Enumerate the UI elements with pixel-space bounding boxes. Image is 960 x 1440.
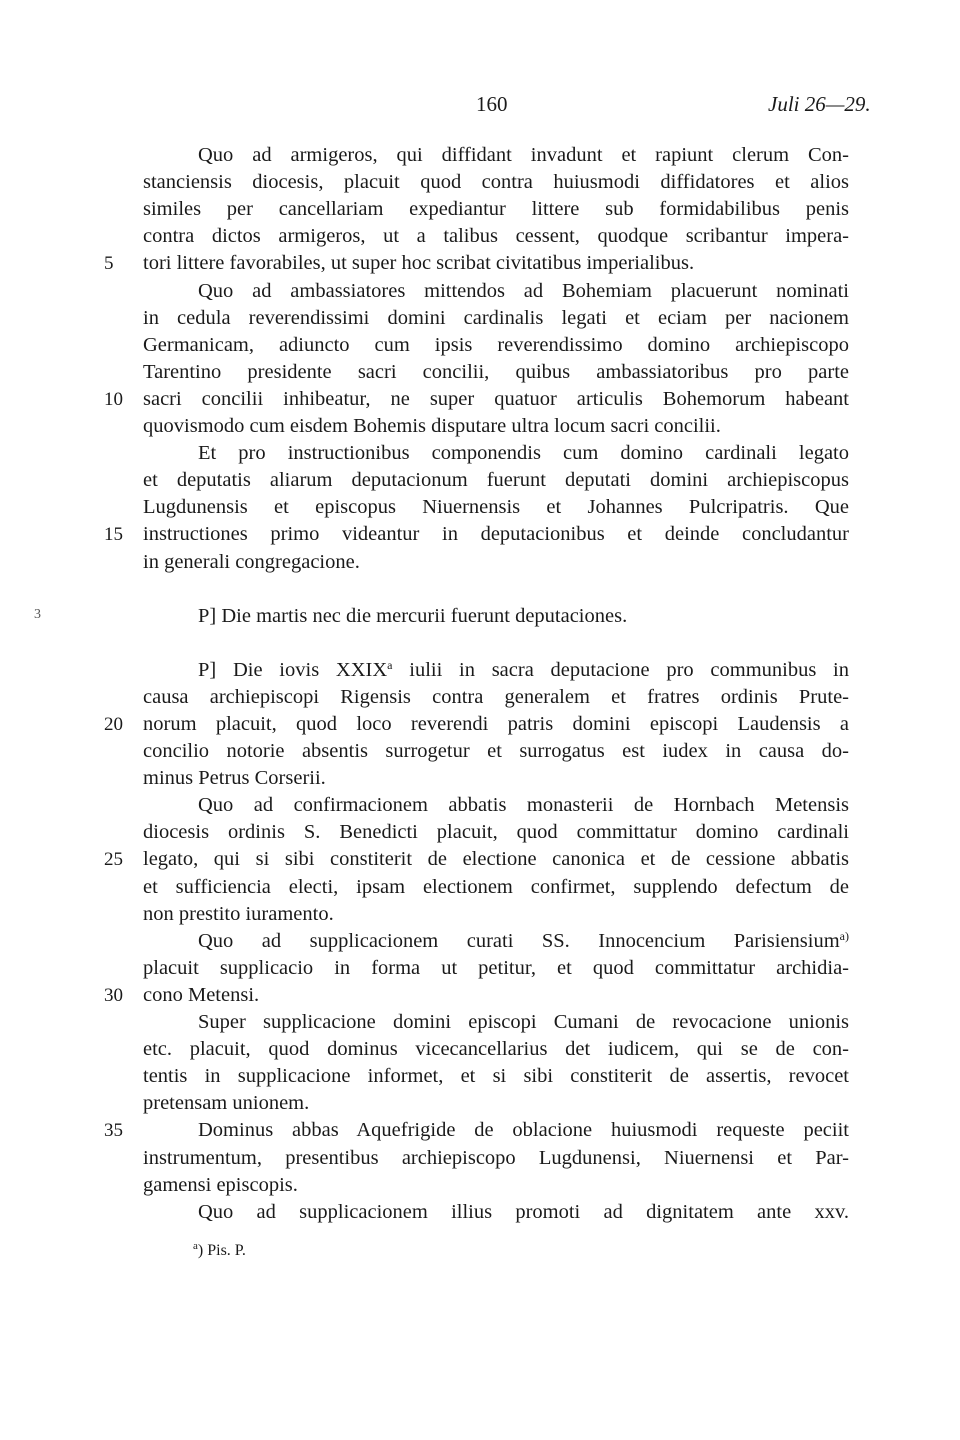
text-line bbox=[198, 440, 849, 467]
line-number: 10 bbox=[104, 388, 123, 410]
text-line bbox=[143, 332, 849, 359]
line-text: instructiones primo videantur in deputacionibus et deinde concludantur bbox=[143, 523, 849, 546]
line-text: gamensi episcopis. bbox=[143, 1173, 298, 1196]
text-line bbox=[198, 1117, 849, 1144]
line-text: Quo ad supplicacionem curati SS. Innocencium Parisiensium bbox=[198, 929, 840, 952]
text-line bbox=[143, 874, 849, 901]
line-text: Lugdunensis et episcopus Niuernensis et Johannes Pulcripatris. Que bbox=[143, 496, 849, 519]
line-text: sacri concilii inhibeatur, ne super quatuor articulis Bohemorum habeant bbox=[143, 387, 849, 410]
line-text: pretensam unionem. bbox=[143, 1092, 310, 1115]
text-line bbox=[143, 305, 849, 332]
text-line bbox=[143, 1145, 849, 1172]
footnote bbox=[193, 1240, 246, 1260]
line-text: et sufficiencia electi, ipsam electionem confirmet, supplendo defectum de bbox=[143, 875, 849, 898]
line-text: concilio notorie absentis surrogetur et surrogatus est iudex in causa do- bbox=[143, 740, 849, 762]
text-line bbox=[143, 684, 849, 711]
line-number: 35 bbox=[104, 1120, 123, 1142]
line-text: similes per cancellariam expediantur littere sub formidabilibus penis bbox=[143, 198, 849, 221]
superscript-mark: a bbox=[387, 657, 393, 672]
text-line bbox=[143, 386, 849, 413]
text-line bbox=[198, 278, 849, 305]
text-line bbox=[198, 603, 849, 630]
text-line bbox=[143, 467, 849, 494]
text-line bbox=[143, 521, 849, 548]
text-line bbox=[143, 846, 849, 873]
line-text: Super supplicacione domini episcopi Cumani de revocacione unionis bbox=[198, 1011, 849, 1033]
line-text: etc. placuit, quod dominus vicecancellarius det iudicem, qui se de con- bbox=[143, 1038, 849, 1061]
line-number: 25 bbox=[104, 849, 123, 871]
text-line bbox=[143, 359, 849, 386]
line-text: legato, qui si sibi constiterit de electione canonica et de cessione abbatis bbox=[143, 848, 849, 871]
text-line bbox=[198, 928, 849, 955]
line-text: norum placuit, quod loco reverendi patris domini episcopi Laudensis a bbox=[143, 712, 849, 735]
text-line bbox=[143, 250, 849, 277]
text-line bbox=[143, 223, 849, 250]
line-text: Dominus abbas Aquefrigide de oblacione huiusmodi requeste peciit bbox=[198, 1119, 849, 1142]
line-text: tentis in supplicacione informet, et si sibi constiterit de assertis, revocet bbox=[143, 1065, 849, 1088]
superscript-mark: a) bbox=[839, 928, 849, 943]
margin-mark: 3 bbox=[34, 607, 41, 622]
line-text-continued: iulii in sacra deputacione pro communibus in bbox=[392, 658, 849, 681]
line-text: quovismodo cum eisdem Bohemis disputare ultra locum sacri concilii. bbox=[143, 415, 721, 437]
text-line bbox=[198, 657, 849, 684]
text-line bbox=[143, 738, 849, 765]
text-line bbox=[143, 494, 849, 521]
running-head: Juli 26—29. bbox=[768, 92, 871, 116]
line-number: 20 bbox=[104, 713, 123, 735]
text-line bbox=[143, 1036, 849, 1063]
text-line bbox=[143, 982, 849, 1009]
page-header bbox=[0, 92, 960, 122]
text-line bbox=[143, 711, 849, 738]
line-text: P] Die martis nec die mercurii fuerunt deputaciones. bbox=[198, 604, 628, 627]
text-line bbox=[143, 1063, 849, 1090]
text-line bbox=[143, 413, 849, 440]
line-text: Tarentino presidente sacri concilii, quibus ambassiatoribus pro parte bbox=[143, 360, 849, 383]
text-line bbox=[143, 196, 849, 223]
text-line bbox=[143, 955, 849, 982]
line-text: et deputatis aliarum deputacionum fuerunt deputati domini archiepiscopus bbox=[143, 469, 849, 492]
line-text: tori littere favorabiles, ut super hoc scribat civitatibus imperialibus. bbox=[143, 252, 695, 275]
footnote-mark: a bbox=[193, 1240, 198, 1252]
line-text: contra dictos armigeros, ut a talibus cessent, quodque scribantur impera- bbox=[143, 225, 849, 248]
line-text: stanciensis diocesis, placuit quod contra huiusmodi diffidatores et alios bbox=[143, 171, 849, 194]
text-line bbox=[143, 1172, 849, 1199]
line-number: 15 bbox=[104, 524, 123, 546]
line-text: instrumentum, presentibus archiepiscopo Lugdunensi, Niuernensi et Par- bbox=[143, 1146, 849, 1169]
text-line bbox=[143, 901, 849, 928]
line-text: Et pro instructionibus componendis cum domino cardinali legato bbox=[198, 442, 849, 465]
line-text: in cedula reverendissimi domini cardinalis legati et eciam per nacionem bbox=[143, 306, 849, 329]
line-text: Quo ad ambassiatores mittendos ad Bohemiam placuerunt nominati bbox=[198, 279, 849, 302]
line-number: 5 bbox=[104, 253, 114, 275]
line-text: Germanicam, adiuncto cum ipsis reverendissimo domino archiepiscopo bbox=[143, 333, 849, 356]
line-text: causa archiepiscopi Rigensis contra generalem et fratres ordinis Prute- bbox=[143, 685, 849, 708]
text-line bbox=[143, 765, 849, 792]
line-text: placuit supplicacio in forma ut petitur, et quod committatur archidia- bbox=[143, 956, 849, 979]
text-line bbox=[198, 1009, 849, 1036]
line-text: minus Petrus Corserii. bbox=[143, 767, 326, 790]
line-text: Quo ad supplicacionem illius promoti ad dignitatem ante xxv. bbox=[198, 1200, 849, 1223]
line-text: Quo ad armigeros, qui diffidant invadunt et rapiunt clerum Con- bbox=[198, 144, 849, 166]
line-text: cono Metensi. bbox=[143, 983, 260, 1006]
text-line bbox=[198, 792, 849, 819]
text-line bbox=[198, 142, 849, 169]
text-line bbox=[143, 169, 849, 196]
text-line bbox=[143, 549, 849, 576]
line-text: Quo ad confirmacionem abbatis monasterii de Hornbach Metensis bbox=[198, 794, 849, 817]
text-line bbox=[198, 1199, 849, 1226]
text-line bbox=[143, 1090, 849, 1117]
line-text: P] Die iovis XXIX bbox=[198, 658, 388, 681]
line-number: 30 bbox=[104, 984, 123, 1006]
footnote-text: ) Pis. P. bbox=[197, 1242, 246, 1259]
line-text: in generali congregacione. bbox=[143, 550, 360, 573]
line-text: non prestito iuramento. bbox=[143, 902, 334, 925]
text-line bbox=[143, 819, 849, 846]
page-number: 160 bbox=[476, 92, 508, 116]
line-text: diocesis ordinis S. Benedicti placuit, quod committatur domino cardinali bbox=[143, 821, 849, 844]
